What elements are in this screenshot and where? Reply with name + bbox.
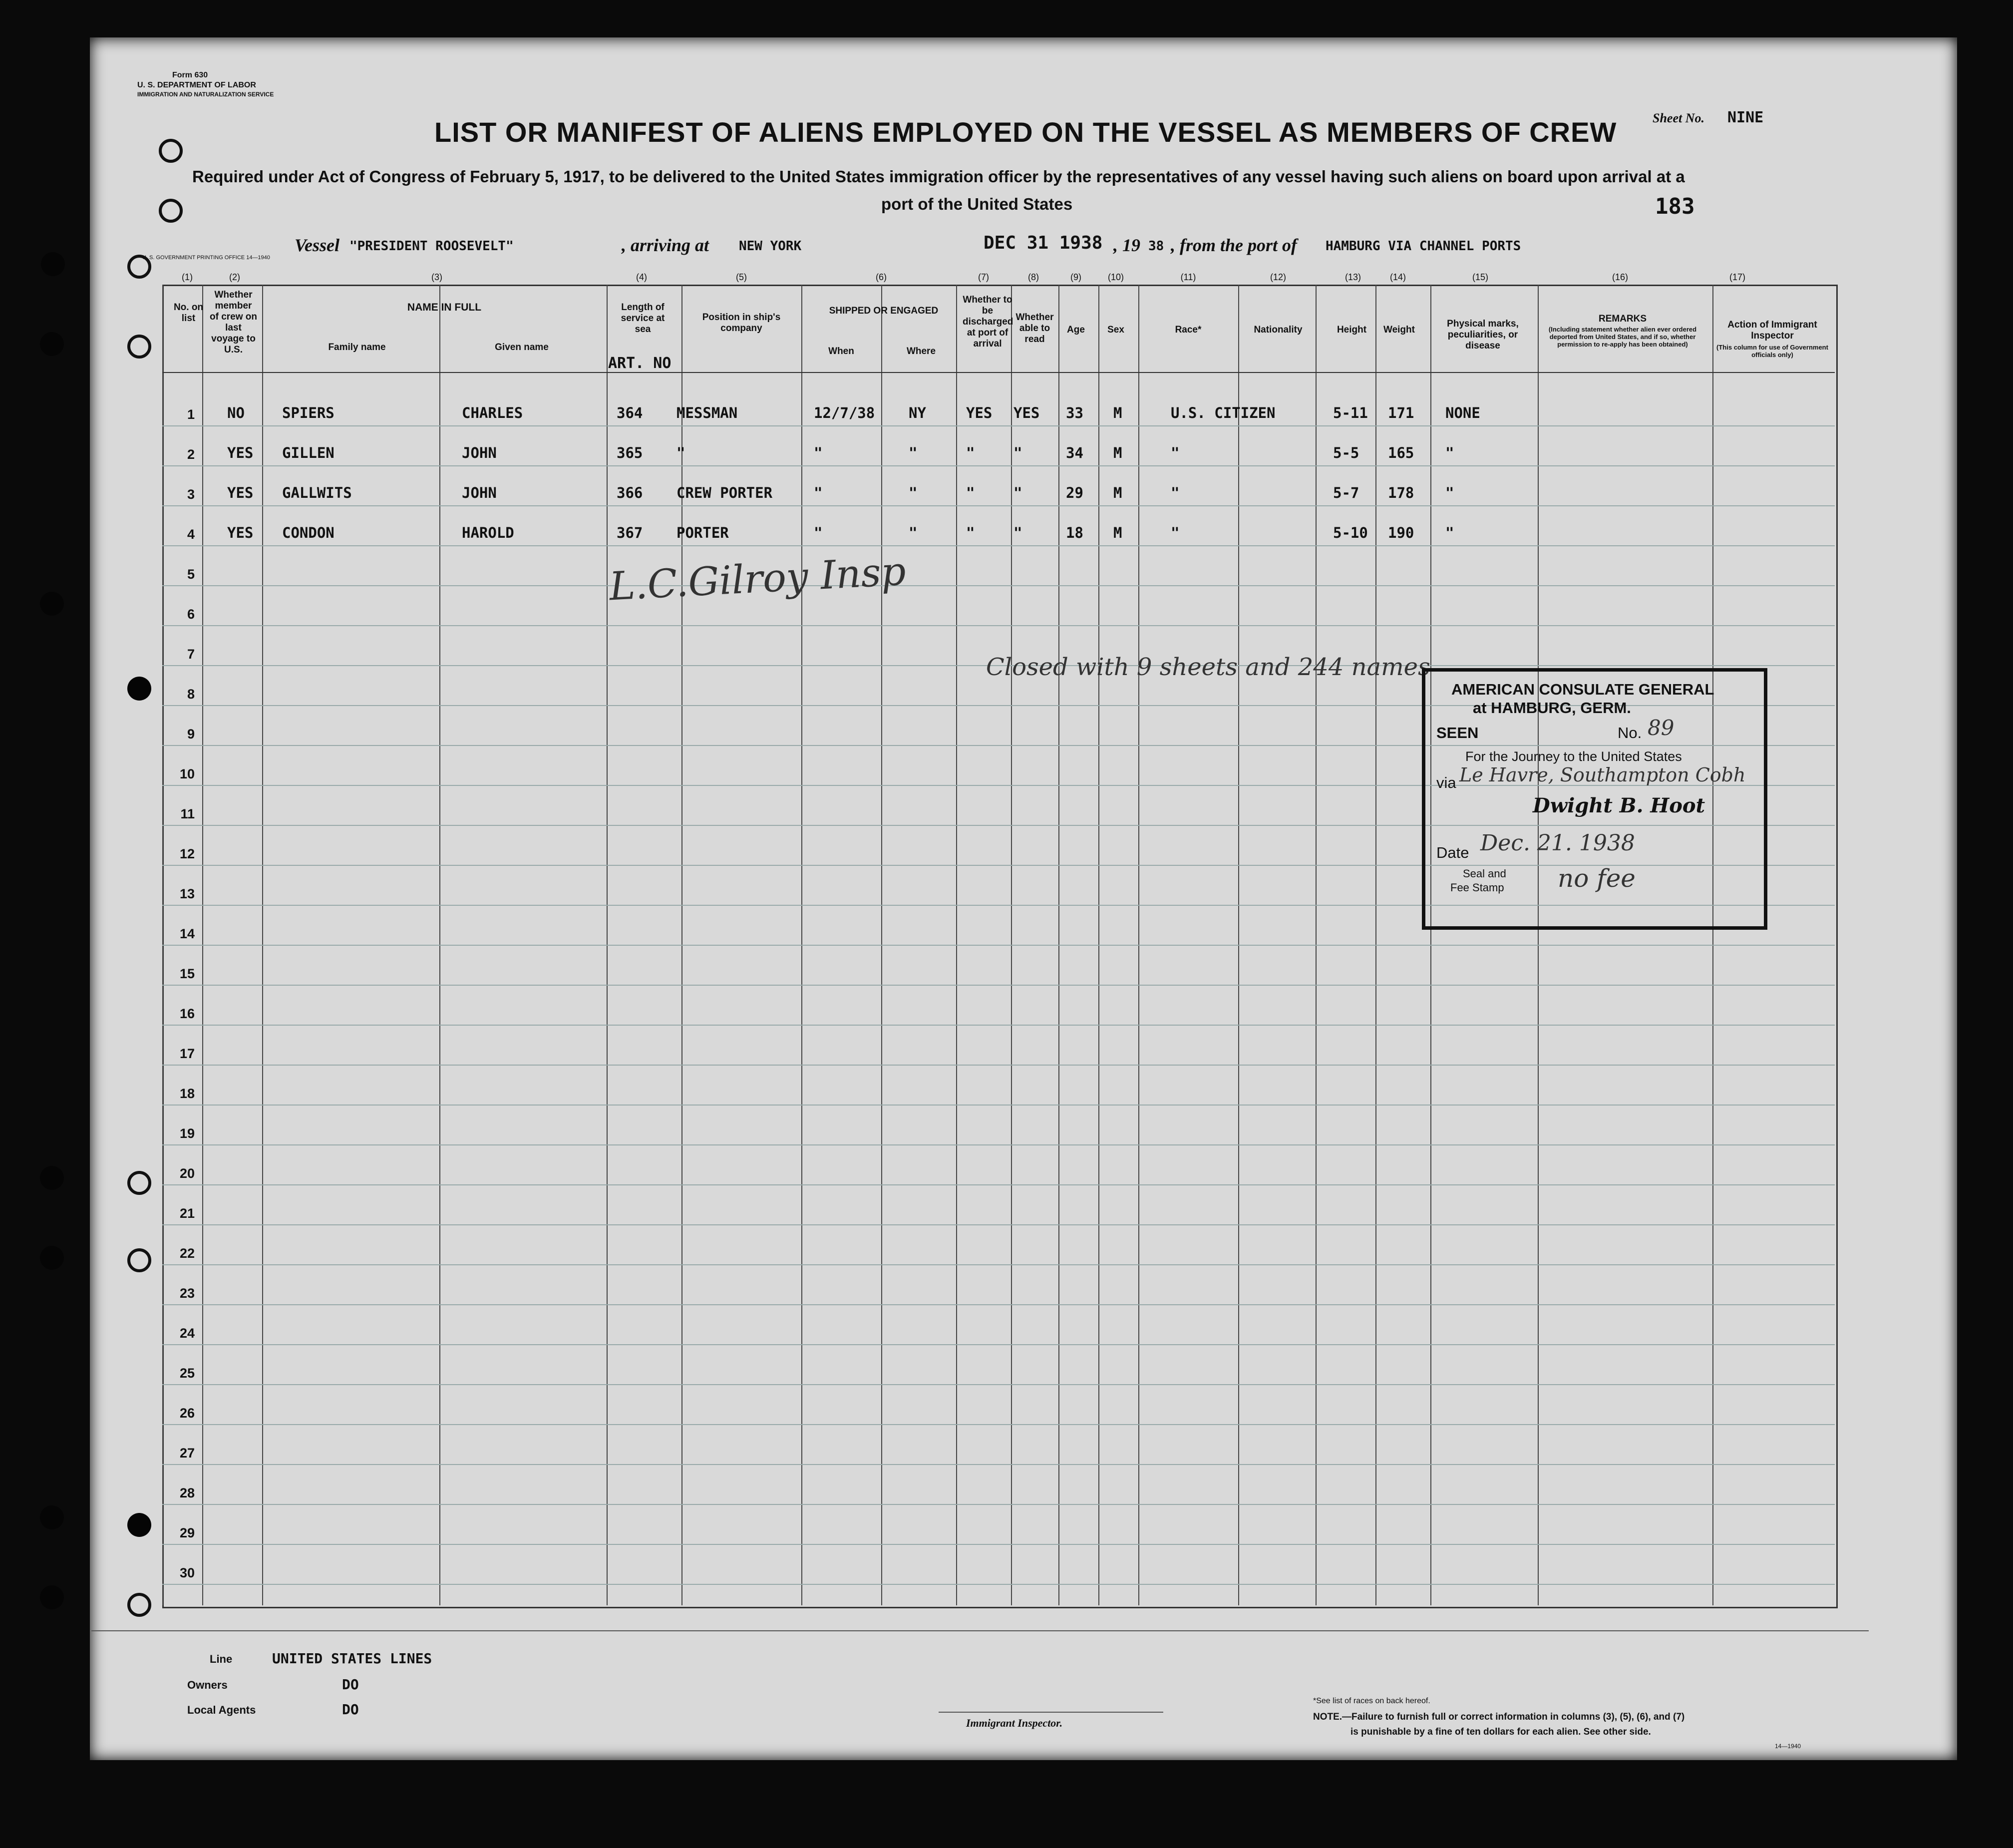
col-num-1: (1): [182, 272, 193, 282]
row-number: 28: [179, 1485, 195, 1500]
col-num-17: (17): [1729, 272, 1745, 282]
row-rule: [162, 1144, 1835, 1145]
cell-last-voyage: YES: [227, 484, 254, 501]
vessel-name: "PRESIDENT ROOSEVELT": [349, 239, 514, 254]
row-number: 7: [187, 647, 195, 662]
row-rule: [162, 625, 1835, 626]
row-number: 8: [187, 687, 195, 702]
row-rule: [162, 1105, 1835, 1106]
cell-when: 12/7/38: [814, 404, 875, 421]
header-inspector-note: (This column for use of Government officials only): [1716, 344, 1828, 359]
binder-hole: [127, 677, 151, 701]
footer-inspector-label: Immigrant Inspector.: [966, 1717, 1063, 1729]
row-rule: [162, 1424, 1835, 1425]
row-rule: [162, 545, 1835, 546]
department-label: U. S. DEPARTMENT OF LABOR: [137, 81, 256, 89]
header-nationality: Nationality: [1254, 325, 1303, 335]
row-rule: [162, 1584, 1835, 1585]
inspector-signature: L.C.Gilroy Insp: [608, 549, 907, 610]
header-weight: Weight: [1383, 325, 1415, 335]
arriving-label: , arriving at: [622, 235, 709, 255]
cell-age: 33: [1066, 404, 1083, 421]
row-number: 9: [187, 727, 195, 741]
cell-service: 366: [617, 484, 643, 501]
year-prefix: , 19: [1113, 235, 1140, 255]
cell-where: ": [909, 444, 918, 461]
col-num-6: (6): [876, 272, 887, 282]
col-num-14: (14): [1389, 272, 1406, 282]
art-no-label: ART. NO: [608, 355, 671, 372]
cell-read: ": [1013, 444, 1022, 461]
stamp-via-label: via: [1436, 774, 1456, 791]
footer-rule: [91, 1630, 1869, 1631]
cell-weight: 190: [1388, 524, 1414, 541]
row-number: 24: [179, 1326, 195, 1341]
col-num-8: (8): [1028, 272, 1039, 282]
row-rule: [162, 1344, 1835, 1345]
binder-hole: [159, 199, 183, 223]
binder-hole: [40, 1166, 64, 1190]
cell-when: ": [814, 524, 823, 541]
cell-family: CONDON: [282, 524, 335, 541]
header-where: Where: [906, 346, 936, 357]
page-title: LIST OR MANIFEST OF ALIENS EMPLOYED ON THE VESSEL AS MEMBERS OF CREW: [434, 116, 1617, 148]
cell-last-voyage: YES: [227, 524, 254, 541]
row-number: 18: [179, 1086, 195, 1101]
col-num-16: (16): [1612, 272, 1628, 282]
cell-sex: M: [1113, 444, 1122, 461]
footer-note-2: NOTE.—Failure to furnish full or correct information in columns (3), (5), (6), and (7): [1313, 1712, 1685, 1722]
cell-last-voyage: YES: [227, 444, 254, 461]
cell-sex: M: [1113, 524, 1122, 541]
cell-given: CHARLES: [462, 404, 523, 421]
binder-hole: [40, 1585, 64, 1609]
year-value: 38: [1148, 239, 1164, 254]
cell-discharged: ": [966, 524, 975, 541]
row-number: 15: [179, 966, 195, 981]
row-number: 25: [179, 1366, 195, 1381]
row-number: 2: [187, 447, 195, 462]
header-rule: [162, 372, 1835, 373]
sheet-label: Sheet No.: [1653, 111, 1704, 125]
row-number: 29: [179, 1525, 195, 1540]
cell-given: JOHN: [462, 444, 497, 461]
cell-nationality: ": [1171, 524, 1180, 541]
row-rule: [162, 1065, 1835, 1066]
cell-nationality: ": [1171, 484, 1180, 501]
col-num-5: (5): [736, 272, 747, 282]
row-number: 13: [179, 886, 195, 901]
footer-note-1: *See list of races on back hereof.: [1313, 1697, 1430, 1705]
col-num-2: (2): [229, 272, 240, 282]
row-number: 1: [187, 407, 195, 422]
header-shipped-or-engaged: SHIPPED OR ENGAGED: [829, 306, 939, 316]
sheet-value: NINE: [1727, 109, 1764, 126]
cell-age: 18: [1066, 524, 1083, 541]
header-position: Position in ship's company: [702, 312, 781, 334]
row-number: 19: [179, 1126, 195, 1141]
stamp-seal-label: Seal and: [1463, 867, 1506, 880]
binder-hole: [127, 1513, 151, 1537]
row-rule: [162, 1504, 1835, 1505]
binder-hole: [40, 332, 64, 356]
stamp-journey: For the Journey to the United States: [1465, 749, 1682, 764]
header-discharged: Whether to be discharged at port of arrival: [963, 295, 1013, 349]
col-num-15: (15): [1472, 272, 1488, 282]
stamp-no-label: No.: [1618, 724, 1642, 741]
header-height: Height: [1337, 325, 1367, 335]
row-number: 10: [179, 766, 195, 781]
cell-height: 5-5: [1333, 444, 1359, 461]
cell-position: ": [676, 444, 685, 461]
row-rule: [162, 1384, 1835, 1385]
cell-position: CREW PORTER: [676, 484, 773, 501]
cell-last-voyage: NO: [227, 404, 245, 421]
col-num-4: (4): [636, 272, 647, 282]
row-number: 21: [179, 1206, 195, 1221]
row-rule: [162, 945, 1835, 946]
page-number: 183: [1655, 194, 1695, 219]
cell-given: HAROLD: [462, 524, 514, 541]
row-rule: [162, 585, 1835, 586]
arrival-date: DEC 31 1938: [984, 233, 1103, 253]
header-family-name: Family name: [328, 342, 386, 353]
header-physical-marks: Physical marks, peculiarities, or disease: [1447, 319, 1519, 351]
row-number: 11: [180, 806, 195, 821]
cell-discharged: YES: [966, 404, 993, 421]
cell-position: MESSMAN: [676, 404, 738, 421]
header-age: Age: [1067, 325, 1085, 335]
header-remarks-note: (Including statement whether alien ever ordered deported from United States, and if so, whether permission to re-apply has been obtained): [1548, 326, 1697, 348]
binder-hole: [40, 1505, 64, 1529]
header-length-of-service: Length of service at sea: [621, 302, 665, 335]
row-number: 30: [179, 1565, 195, 1580]
footer-line-label: Line: [210, 1653, 233, 1665]
row-number: 22: [179, 1246, 195, 1261]
cell-given: JOHN: [462, 484, 497, 501]
vessel-label: Vessel: [295, 235, 339, 255]
binder-hole: [40, 1246, 64, 1270]
row-rule: [162, 1264, 1835, 1265]
cell-age: 29: [1066, 484, 1083, 501]
row-number: 23: [179, 1286, 195, 1301]
row-number: 26: [179, 1406, 195, 1421]
cell-marks: ": [1445, 484, 1454, 501]
cell-service: 367: [617, 524, 643, 541]
row-rule: [162, 985, 1835, 986]
stamp-line-2: at HAMBURG, GERM.: [1473, 699, 1631, 717]
stamp-line-1: AMERICAN CONSULATE GENERAL: [1451, 681, 1714, 698]
binder-hole: [127, 1593, 151, 1617]
arrival-port: NEW YORK: [739, 239, 802, 254]
stamp-no-value: 89: [1648, 716, 1675, 740]
cell-position: PORTER: [676, 524, 729, 541]
header-inspector-action: Action of Immigrant Inspector: [1727, 320, 1817, 341]
col-num-11: (11): [1180, 272, 1196, 282]
manifest-table: [162, 285, 1838, 1608]
cell-where: NY: [909, 404, 926, 421]
stamp-via-value: Le Havre, Southampton Cobh: [1459, 764, 1746, 786]
footer-printcode: 14—1940: [1775, 1743, 1801, 1750]
cell-discharged: ": [966, 484, 975, 501]
row-rule: [162, 1464, 1835, 1465]
cell-weight: 165: [1388, 444, 1414, 461]
row-rule: [162, 1025, 1835, 1026]
cell-nationality: ": [1171, 444, 1180, 461]
footer-owners-value: DO: [342, 1676, 359, 1693]
subtitle-line-1: Required under Act of Congress of February 5, 1917, to be delivered to the United States immigration officer by the representatives of any vessel having such aliens on board upon arrival at a: [192, 167, 1685, 186]
form-number: Form 630: [172, 71, 208, 79]
header-remarks: REMARKS: [1598, 314, 1647, 324]
cell-read: ": [1013, 524, 1022, 541]
footer-line-value: UNITED STATES LINES: [272, 1650, 432, 1667]
cell-nationality: U.S. CITIZEN: [1171, 404, 1276, 421]
service-label: IMMIGRATION AND NATURALIZATION SERVICE: [137, 91, 274, 98]
gpo-mark: U. S. GOVERNMENT PRINTING OFFICE 14—1940: [142, 255, 270, 261]
footer-note-3: is punishable by a fine of ten dollars for each alien. See other side.: [1350, 1727, 1651, 1737]
header-race: Race*: [1175, 325, 1202, 335]
cell-height: 5-7: [1333, 484, 1359, 501]
footer-agents-value: DO: [342, 1701, 359, 1718]
col-num-12: (12): [1270, 272, 1286, 282]
row-rule: [162, 1224, 1835, 1225]
col-num-10: (10): [1107, 272, 1124, 282]
row-number: 16: [179, 1006, 195, 1021]
row-number: 14: [179, 926, 195, 941]
header-sex: Sex: [1107, 325, 1124, 335]
cell-when: ": [814, 444, 823, 461]
row-number: 3: [187, 487, 195, 502]
cell-family: SPIERS: [282, 404, 335, 421]
cell-sex: M: [1113, 484, 1122, 501]
stamp-seen-label: SEEN: [1436, 724, 1479, 741]
cell-service: 364: [617, 404, 643, 421]
inspector-signature-line: [939, 1712, 1163, 1713]
cell-sex: M: [1113, 404, 1122, 421]
row-rule: [162, 1184, 1835, 1185]
consulate-stamp: [1422, 668, 1767, 930]
cell-marks: NONE: [1445, 404, 1480, 421]
col-num-9: (9): [1070, 272, 1081, 282]
cell-where: ": [909, 484, 918, 501]
binder-hole: [159, 139, 183, 163]
cell-marks: ": [1445, 524, 1454, 541]
row-rule: [162, 1544, 1835, 1545]
stamp-signature: Dwight B. Hoot: [1533, 794, 1705, 817]
from-port-label: , from the port of: [1171, 235, 1298, 255]
stamp-date-value: Dec. 21. 1938: [1480, 830, 1635, 856]
subtitle-line-2: port of the United States: [881, 195, 1073, 213]
row-rule: [162, 505, 1835, 506]
cell-where: ": [909, 524, 918, 541]
col-num-7: (7): [978, 272, 989, 282]
cell-family: GILLEN: [282, 444, 335, 461]
cell-age: 34: [1066, 444, 1083, 461]
binder-hole: [127, 335, 151, 359]
cell-height: 5-11: [1333, 404, 1368, 421]
row-number: 4: [187, 527, 195, 542]
row-number: 12: [179, 846, 195, 861]
row-number: 27: [179, 1446, 195, 1461]
header-given-name: Given name: [495, 342, 549, 353]
header-when: When: [828, 346, 854, 357]
row-rule: [162, 465, 1835, 466]
row-number: 5: [187, 567, 195, 582]
col-num-13: (13): [1344, 272, 1361, 282]
binder-hole: [127, 1248, 151, 1272]
stamp-date-label: Date: [1436, 844, 1469, 861]
cell-discharged: ": [966, 444, 975, 461]
header-able-to-read: Whether able to read: [1015, 312, 1054, 345]
header-no-on-list: No. on list: [173, 302, 204, 324]
row-number: 20: [179, 1166, 195, 1181]
stamp-fee-value: no fee: [1558, 864, 1636, 893]
cell-read: ": [1013, 484, 1022, 501]
closing-note: Closed with 9 sheets and 244 names: [986, 653, 1430, 681]
cell-weight: 171: [1388, 404, 1414, 421]
row-rule: [162, 425, 1835, 426]
stamp-fee-label: Fee Stamp: [1450, 881, 1504, 894]
cell-marks: ": [1445, 444, 1454, 461]
row-number: 17: [179, 1046, 195, 1061]
binder-hole: [41, 252, 65, 276]
header-name-in-full: NAME IN FULL: [407, 302, 482, 313]
cell-service: 365: [617, 444, 643, 461]
header-last-voyage: Whether member of crew on last voyage to U.S.: [210, 290, 258, 355]
cell-when: ": [814, 484, 823, 501]
col-num-3: (3): [431, 272, 442, 282]
footer-owners-label: Owners: [187, 1679, 228, 1691]
footer-agents-label: Local Agents: [187, 1704, 256, 1716]
row-number: 6: [187, 607, 195, 622]
cell-read: YES: [1013, 404, 1040, 421]
binder-hole: [127, 1171, 151, 1195]
departure-port: HAMBURG VIA CHANNEL PORTS: [1326, 239, 1521, 254]
cell-height: 5-10: [1333, 524, 1368, 541]
cell-family: GALLWITS: [282, 484, 352, 501]
cell-weight: 178: [1388, 484, 1414, 501]
row-rule: [162, 1304, 1835, 1305]
binder-hole: [40, 592, 64, 616]
